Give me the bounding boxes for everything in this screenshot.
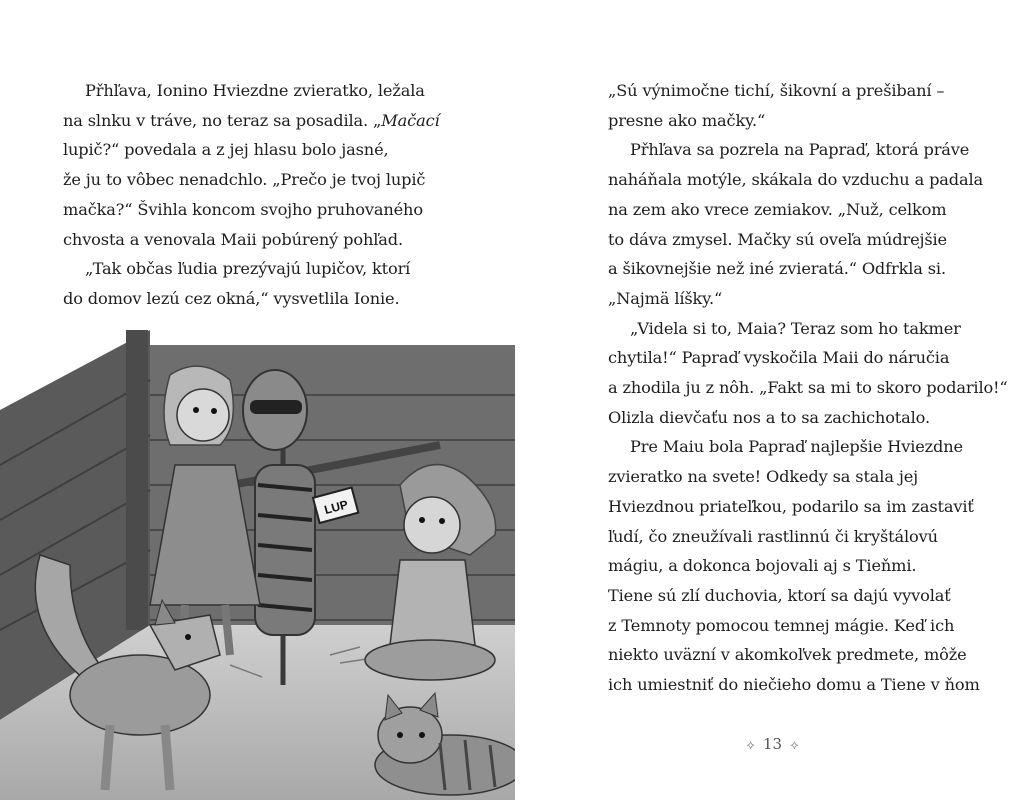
text-line: chvosta a venovala Maii pobúrený pohľad.: [63, 229, 403, 249]
text-line: zvieratko na svete! Odkedy sa stala jej: [608, 467, 918, 487]
text-line: „Sú výnimočne tichí, šikovní a prešibaní –: [608, 81, 945, 100]
right-page-text: [608, 76, 1008, 700]
text-line: naháňala motýle, skákala do vzduchu a padala: [608, 170, 984, 190]
text-line-with-italic: [63, 106, 483, 136]
text-line: Hviezdnou priateľkou, podarilo sa im zastaviť: [608, 496, 974, 516]
italic-word: Mačací: [381, 110, 440, 130]
illustration: [0, 325, 515, 800]
text-line: mágiu, a dokonca bojovali aj s Tieňmi.: [608, 556, 917, 576]
page-number: 13: [762, 735, 783, 753]
text-line: „Videla si to, Maia? Teraz som ho takmer: [630, 318, 961, 338]
text-line: niekto uväzní v akomkoľvek predmete, môže: [608, 645, 967, 665]
text-line: do domov lezú cez okná,“ vysvetlila Ionie.: [63, 288, 400, 308]
text-line: Olizla dievčaťu nos a to sa zachichotalo.: [608, 407, 930, 427]
left-page-text: [63, 76, 483, 314]
text-line: chytila!“ Papraď vyskočila Maii do náručia: [608, 348, 950, 368]
text-line: „Najmä líšky.“: [608, 288, 723, 308]
page-number-footer: [515, 735, 1030, 753]
text-segment: na slnku v tráve, no teraz sa posadila. „: [63, 110, 382, 130]
text-line: a zhodila ju z nôh. „Fakt sa mi to skoro podarilo!“: [608, 378, 1008, 398]
text-line: ľudí, čo zneužívali rastlinnú či kryštálovú: [608, 526, 938, 546]
text-line: Přhľava sa pozrela na Papraď, ktorá práve: [630, 140, 970, 160]
scarecrow-sign: LUP: [322, 497, 350, 518]
text-line: mačka?“ Švihla koncom svojho pruhovaného: [63, 199, 423, 219]
text-line: „Tak občas ľudia prezývajú lupičov, ktorí: [85, 259, 411, 279]
ornament-left-icon: ⟡: [746, 738, 755, 753]
ornament-right-icon: ⟡: [790, 738, 799, 753]
text-line: na zem ako vrece zemiakov. „Nuž, celkom: [608, 199, 947, 219]
text-line: lupič?“ povedala a z jej hlasu bolo jasné,: [63, 140, 389, 160]
text-line: to dáva zmysel. Mačky sú oveľa múdrejšie: [608, 229, 947, 249]
text-line: z Temnoty pomocou temnej mágie. Keď ich: [608, 615, 955, 635]
fence-post: [126, 330, 148, 630]
text-line: že ju to vôbec nenadchlo. „Prečo je tvoj lupič: [63, 170, 426, 190]
text-line: presne ako mačky.“: [608, 110, 766, 130]
right-page: [515, 0, 1030, 800]
text-line: a šikovnejšie než iné zvieratá.“ Odfrkla si.: [608, 259, 946, 279]
text-line: Přhľava, Ionino Hviezdne zvieratko, ležala: [85, 81, 425, 100]
text-line: Tiene sú zlí duchovia, ktorí sa dajú vyvolať: [608, 585, 951, 605]
text-line: Pre Maiu bola Papraď najlepšie Hviezdne: [630, 437, 963, 457]
text-line: ich umiestniť do niečieho domu a Tiene v ňom: [608, 675, 980, 695]
